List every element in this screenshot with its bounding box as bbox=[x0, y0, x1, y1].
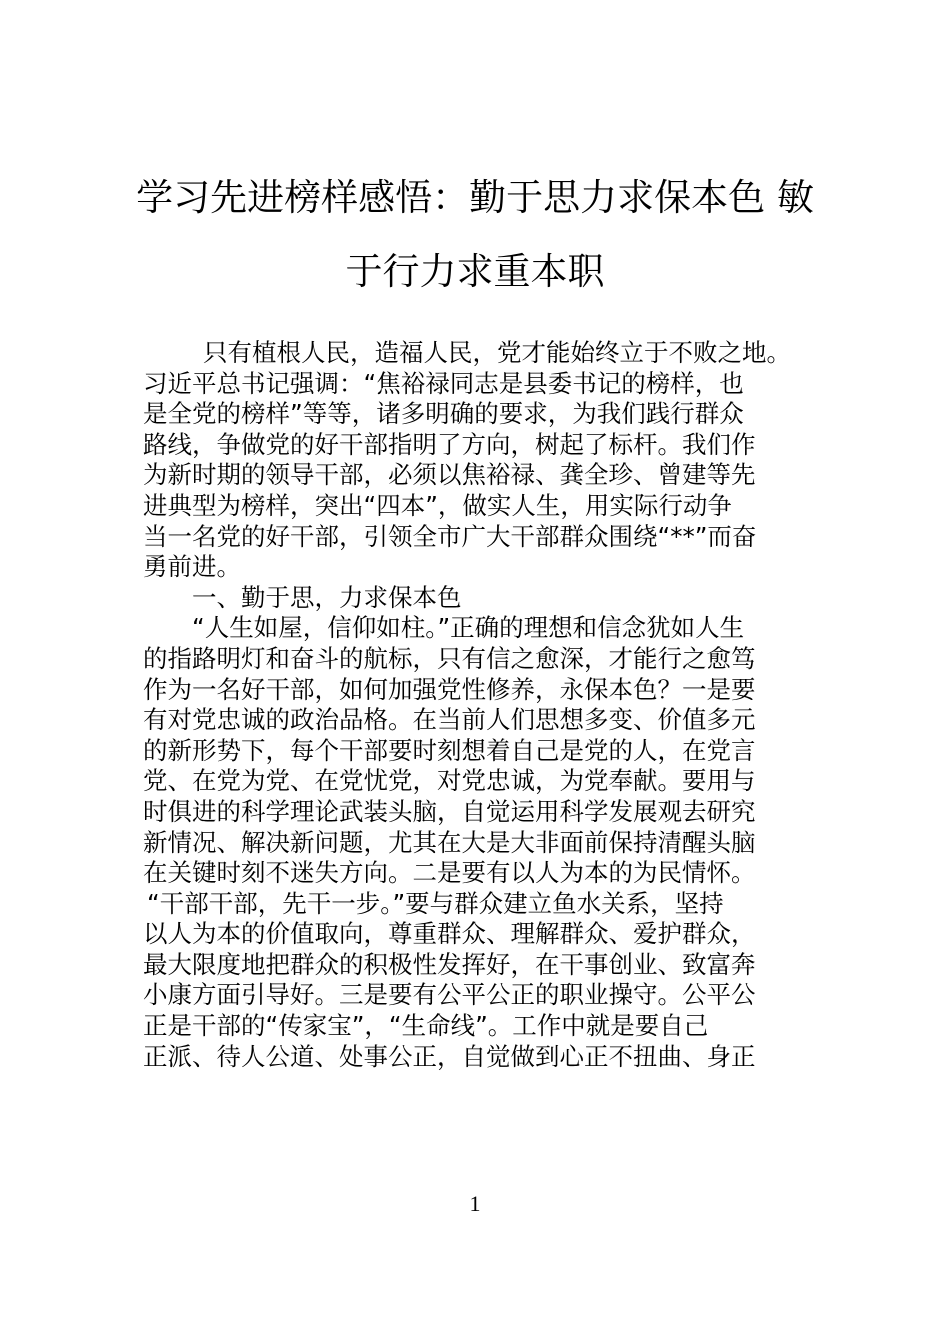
paragraph-line: 路线，争做党的好干部指明了方向，树起了标杆。我们作 bbox=[143, 429, 756, 459]
paragraph-line: 作为一名好干部，如何加强党性修养，永保本色？一是要 bbox=[143, 674, 756, 704]
paragraph-line: “干部干部，先干一步。”要与群众建立鱼水关系，坚持 bbox=[147, 888, 724, 918]
document-title bbox=[120, 168, 830, 302]
paragraph-line: 以人为本的价值取向，尊重群众、理解群众、爱护群众， bbox=[143, 919, 756, 949]
paragraph-line: “人生如屋，信仰如柱。”正确的理想和信念犹如人生 bbox=[192, 613, 745, 643]
paragraph-line: 的指路明灯和奋斗的航标，只有信之愈深，才能行之愈笃 bbox=[143, 643, 756, 673]
paragraph-line: 小康方面引导好。三是要有公平公正的职业操守。公平公 bbox=[143, 980, 756, 1010]
page-number: 1 bbox=[469, 1191, 481, 1216]
paragraph-line: 为新时期的领导干部，必须以焦裕禄、龚全珍、曾建等先 bbox=[143, 460, 756, 490]
paragraph-line: 勇前进。 bbox=[143, 552, 241, 582]
paragraph-line: 正派、待人公道、处事公正，自觉做到心正不扭曲、身正 bbox=[143, 1041, 756, 1071]
paragraph-line: 当一名党的好干部，引领全市广大干部群众围绕“**”而奋 bbox=[143, 521, 757, 551]
paragraph-line: 有对党忠诚的政治品格。在当前人们思想多变、价值多元 bbox=[143, 705, 756, 735]
document-body bbox=[143, 338, 815, 1072]
paragraph-line: 习近平总书记强调：“焦裕禄同志是县委书记的榜样，也 bbox=[143, 368, 744, 398]
paragraph-line: 进典型为榜样，突出“四本”，做实人生，用实际行动争 bbox=[143, 490, 732, 520]
paragraph-line: 新情况、解决新问题，尤其在大是大非面前保持清醒头脑 bbox=[143, 827, 756, 857]
paragraph-line: 时俱进的科学理论武装头脑，自觉运用科学发展观去研究 bbox=[143, 796, 756, 826]
paragraph-line: 在关键时刻不迷失方向。二是要有以人为本的为民情怀。 bbox=[143, 858, 756, 888]
section-heading: 一、勤于思，力求保本色 bbox=[192, 582, 462, 612]
title-line: 于行力求重本职 bbox=[345, 250, 605, 293]
paragraph-line: 是全党的榜样”等等，诸多明确的要求，为我们践行群众 bbox=[143, 399, 744, 429]
paragraph-line: 正是干部的“传家宝”，“生命线”。工作中就是要自己 bbox=[143, 1011, 709, 1041]
paragraph-line: 最大限度地把群众的积极性发挥好，在干事创业、致富奔 bbox=[143, 949, 756, 979]
title-line: 学习先进榜样感悟：勤于思力求保本色 敏 bbox=[136, 176, 814, 219]
paragraph-line: 只有植根人民，造福人民，党才能始终立于不败之地。 bbox=[203, 338, 791, 367]
paragraph-line: 的新形势下，每个干部要时刻想着自己是党的人，在党言 bbox=[143, 735, 756, 765]
paragraph-line: 党、在党为党、在党忧党，对党忠诚，为党奉献。要用与 bbox=[143, 766, 756, 796]
